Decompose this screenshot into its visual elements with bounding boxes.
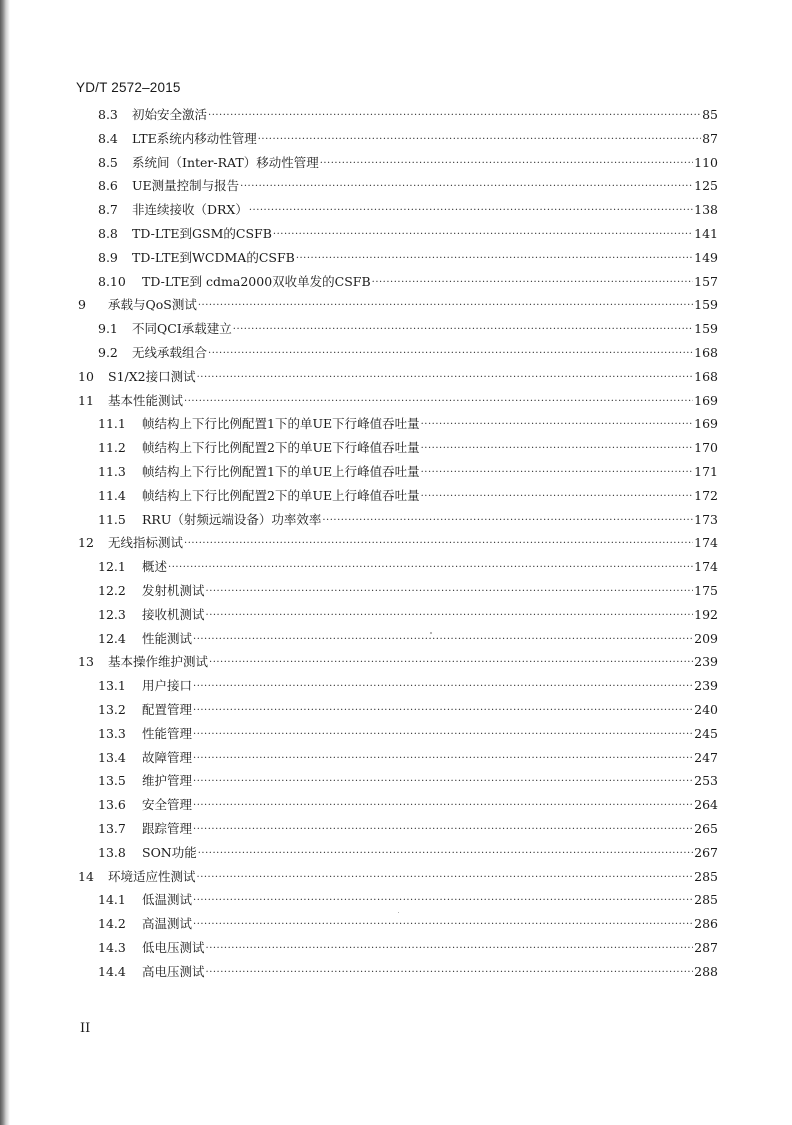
toc-entry-number: 14.1	[98, 892, 126, 908]
toc-entry-title: S1/X2接口测试	[108, 368, 196, 384]
toc-entry-number: 13.5	[98, 773, 126, 789]
toc-entry[interactable]	[98, 152, 718, 174]
toc-entry-page: 285	[694, 892, 718, 908]
dot-leader	[249, 200, 693, 222]
toc-entry-number: 13.4	[98, 749, 126, 765]
toc-entry-title: 配置管理	[142, 702, 193, 717]
dot-leader	[184, 391, 693, 413]
toc-entry-page: 265	[694, 821, 718, 836]
toc-entry-title: 帧结构上下行比例配置1下的单UE上行峰值吞吐量	[142, 464, 420, 479]
toc-entry-page: 239	[694, 654, 718, 670]
dot-leader	[372, 272, 694, 294]
toc-entry[interactable]	[98, 818, 718, 840]
toc-entry-title: 环境适应性测试	[108, 868, 196, 884]
toc-entry[interactable]	[98, 889, 718, 911]
toc-entry[interactable]	[98, 461, 718, 483]
toc-entry-title: TD-LTE到WCDMA的CSFB	[132, 249, 295, 265]
toc-entry-page: 174	[694, 559, 718, 575]
dot-leader	[184, 533, 693, 555]
toc-entry-number: 9.2	[98, 345, 118, 360]
toc-entry[interactable]	[98, 413, 718, 435]
toc-entry[interactable]	[78, 366, 718, 388]
toc-entry-number: 12.4	[98, 630, 126, 646]
toc-entry[interactable]	[98, 913, 718, 935]
toc-entry-page: 159	[694, 297, 718, 313]
toc-entry-page: 87	[702, 130, 718, 146]
toc-entry-title: 帧结构上下行比例配置2下的单UE上行峰值吞吐量	[142, 487, 420, 503]
dot-leader	[198, 295, 693, 317]
toc-entry-title: 低温测试	[142, 892, 193, 908]
toc-entry-page: 192	[694, 606, 718, 622]
dot-leader	[421, 462, 694, 484]
toc-entry[interactable]	[78, 651, 718, 673]
toc-entry-number: 12.1	[98, 559, 126, 575]
toc-entry-page: 169	[694, 416, 718, 432]
toc-entry-title: 无线承载组合	[132, 345, 208, 360]
dot-leader	[240, 176, 693, 198]
toc-entry[interactable]	[98, 699, 718, 721]
dot-leader	[421, 438, 694, 460]
scan-speck	[430, 632, 432, 634]
dot-leader	[193, 700, 693, 722]
toc-entry-number: 8.9	[98, 249, 118, 265]
toc-entry-page: 85	[702, 107, 718, 122]
toc-entry-number: 11.5	[98, 511, 126, 527]
toc-entry-number: 8.6	[98, 178, 118, 194]
toc-entry-title: 故障管理	[142, 749, 193, 765]
toc-entry[interactable]	[98, 342, 718, 364]
dot-leader	[209, 652, 693, 674]
toc-entry-page: 285	[694, 868, 718, 884]
toc-entry[interactable]	[98, 770, 718, 792]
toc-entry-page: 286	[694, 916, 718, 932]
toc-entry[interactable]	[98, 580, 718, 602]
toc-entry-page: 157	[694, 273, 718, 289]
toc-entry-page: 247	[694, 749, 718, 765]
dot-leader	[193, 795, 693, 817]
dot-leader	[193, 914, 693, 936]
toc-entry-page: 267	[694, 844, 718, 860]
toc-entry[interactable]	[98, 961, 718, 983]
toc-entry-title: 承载与QoS测试	[108, 297, 197, 313]
toc-entry-page: 138	[694, 202, 718, 218]
toc-entry[interactable]	[98, 199, 718, 221]
toc-entry[interactable]	[98, 509, 718, 531]
dot-leader	[193, 819, 693, 841]
toc-entry-number: 12.2	[98, 583, 126, 598]
toc-entry-number: 12	[78, 535, 94, 551]
dot-leader	[193, 724, 693, 746]
toc-entry-number: 11	[78, 392, 94, 408]
toc-entry-title: 无线指标测试	[108, 535, 184, 551]
toc-entry-page: 168	[694, 368, 718, 384]
toc-entry-title: 帧结构上下行比例配置2下的单UE下行峰值吞吐量	[142, 440, 420, 456]
toc-entry-title: TD-LTE到 cdma2000双收单发的CSFB	[142, 273, 371, 289]
toc-entry-title: 基本性能测试	[108, 392, 184, 408]
toc-entry-number: 11.3	[98, 464, 126, 479]
dot-leader	[206, 581, 694, 603]
toc-entry[interactable]	[98, 794, 718, 816]
toc-entry-number: 8.4	[98, 130, 118, 146]
toc-entry-title: 跟踪管理	[142, 821, 193, 836]
toc-entry-title: UE测量控制与报告	[132, 178, 240, 194]
dot-leader	[168, 557, 693, 579]
dot-leader	[193, 890, 693, 912]
toc-entry[interactable]	[98, 556, 718, 578]
toc-entry-title: 高电压测试	[142, 963, 205, 979]
dot-leader	[296, 248, 693, 270]
dot-leader	[273, 224, 693, 246]
scan-speck	[398, 912, 399, 913]
dot-leader	[320, 153, 693, 175]
toc-entry-number: 8.8	[98, 226, 118, 241]
toc-entry[interactable]	[78, 866, 718, 888]
toc-entry-number: 11.2	[98, 440, 126, 456]
toc-entry-title: 非连续接收（DRX）	[132, 202, 248, 218]
toc-entry-number: 14	[78, 868, 94, 884]
toc-entry-title: 不同QCI承载建立	[132, 321, 232, 337]
toc-entry-title: 发射机测试	[142, 583, 205, 598]
toc-entry[interactable]	[98, 223, 718, 245]
toc-entry-number: 14.4	[98, 963, 126, 979]
toc-entry-number: 9.1	[98, 321, 118, 337]
dot-leader	[258, 129, 701, 151]
toc-entry-number: 13.8	[98, 844, 126, 860]
toc-entry-title: 系统间（Inter-RAT）移动性管理	[132, 154, 319, 170]
toc-entry-number: 13.1	[98, 678, 126, 694]
toc-entry-title: 基本操作维护测试	[108, 654, 209, 670]
scan-shadow-edge	[0, 0, 10, 1125]
toc-entry-number: 14.2	[98, 916, 126, 932]
toc-entry-number: 13.2	[98, 702, 126, 717]
document-code-header: YD/T 2572–2015	[76, 80, 181, 95]
toc-entry-title: SON功能	[142, 844, 197, 860]
toc-entry-number: 8.5	[98, 154, 118, 170]
toc-entry[interactable]	[98, 842, 718, 864]
toc-entry[interactable]	[98, 723, 718, 745]
toc-entry[interactable]	[98, 675, 718, 697]
toc-entry[interactable]	[98, 628, 718, 650]
toc-entry-number: 14.3	[98, 940, 126, 955]
toc-entry-number: 13	[78, 654, 94, 670]
toc-entry[interactable]	[98, 175, 718, 197]
toc-entry-page: 209	[694, 630, 718, 646]
toc-entry[interactable]	[98, 247, 718, 269]
toc-entry-page: 169	[694, 392, 718, 408]
toc-entry[interactable]	[78, 294, 718, 316]
toc-entry-page: 253	[694, 773, 718, 789]
toc-entry[interactable]	[98, 485, 718, 507]
page-number-footer: II	[80, 1021, 91, 1036]
dot-leader	[193, 629, 693, 651]
dot-leader	[193, 771, 693, 793]
toc-entry-page: 288	[694, 963, 718, 979]
toc-entry-page: 264	[694, 797, 718, 813]
toc-entry-number: 11.1	[98, 416, 126, 432]
toc-entry-title: 维护管理	[142, 773, 193, 789]
toc-entry-page: 173	[694, 511, 718, 527]
toc-entry-title: 帧结构上下行比例配置1下的单UE下行峰值吞吐量	[142, 416, 420, 432]
toc-entry-page: 168	[694, 345, 718, 360]
toc-entry-number: 9	[78, 297, 86, 313]
toc-entry-page: 174	[694, 535, 718, 551]
toc-entry-title: RRU（射频远端设备）功率效率	[142, 511, 322, 527]
toc-entry-title: 性能管理	[142, 725, 193, 741]
toc-entry-page: 171	[694, 464, 718, 479]
toc-entry-number: 12.3	[98, 606, 126, 622]
toc-entry-title: 接收机测试	[142, 606, 205, 622]
toc-entry-number: 8.10	[98, 273, 126, 289]
toc-entry[interactable]	[98, 271, 718, 293]
dot-leader	[206, 962, 694, 984]
toc-entry[interactable]	[98, 747, 718, 769]
toc-entry-number: 13.7	[98, 821, 126, 836]
toc-entry-title: 低电压测试	[142, 940, 205, 955]
dot-leader	[197, 867, 694, 889]
toc-entry[interactable]	[78, 532, 718, 554]
dot-leader	[233, 319, 693, 341]
toc-entry-page: 149	[694, 249, 718, 265]
toc-entry-page: 159	[694, 321, 718, 337]
dot-leader	[322, 510, 693, 532]
dot-leader	[197, 367, 694, 389]
dot-leader	[421, 414, 694, 436]
toc-entry-title: 高温测试	[142, 916, 193, 932]
toc-entry-number: 8.7	[98, 202, 118, 218]
toc-entry-page: 125	[694, 178, 718, 194]
dot-leader	[193, 676, 693, 698]
toc-entry[interactable]	[98, 604, 718, 626]
toc-entry-page: 172	[694, 487, 718, 503]
toc-entry-page: 287	[694, 940, 718, 955]
toc-entry-page: 240	[694, 702, 718, 717]
dot-leader	[198, 843, 693, 865]
toc-entry-page: 110	[694, 154, 718, 170]
dot-leader	[206, 605, 694, 627]
toc-entry-number: 13.6	[98, 797, 126, 813]
toc-entry-page: 175	[694, 583, 718, 598]
toc-entry-number: 11.4	[98, 487, 126, 503]
toc-entry-title: 安全管理	[142, 797, 193, 813]
dot-leader	[421, 486, 694, 508]
toc-entry-page: 141	[694, 226, 718, 241]
toc-entry[interactable]	[98, 437, 718, 459]
toc-entry-title: 用户接口	[142, 678, 193, 694]
toc-entry-page: 239	[694, 678, 718, 694]
toc-entry[interactable]	[98, 318, 718, 340]
toc-entry-number: 13.3	[98, 725, 126, 741]
toc-entry-title: LTE系统内移动性管理	[132, 130, 257, 146]
toc-entry-number: 10	[78, 368, 94, 384]
toc-entry-title: 初始安全激活	[132, 107, 208, 122]
dot-leader	[193, 748, 693, 770]
toc-entry[interactable]	[98, 104, 718, 126]
toc-entry-page: 245	[694, 725, 718, 741]
toc-entry-title: TD-LTE到GSM的CSFB	[132, 226, 272, 241]
toc-entry-number: 8.3	[98, 107, 118, 122]
toc-entry[interactable]	[78, 390, 718, 412]
toc-entry[interactable]	[98, 128, 718, 150]
toc-entry[interactable]	[98, 937, 718, 959]
toc-entry-title: 性能测试	[142, 630, 193, 646]
toc-entry-page: 170	[694, 440, 718, 456]
toc-entry-title: 概述	[142, 559, 168, 575]
dot-leader	[206, 938, 694, 960]
dot-leader	[208, 343, 693, 365]
dot-leader	[208, 105, 701, 127]
